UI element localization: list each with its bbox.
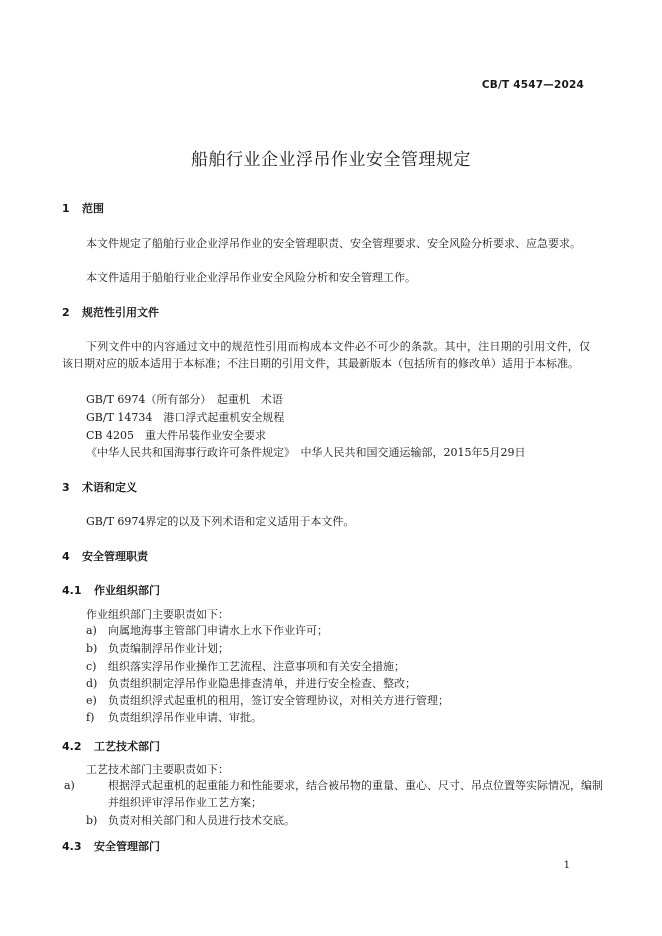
document-title: 船舶行业企业浮吊作业安全管理规定 bbox=[191, 150, 471, 170]
subsection-intro: 工艺技术部门主要职责如下： bbox=[86, 763, 229, 776]
subsection-number: 4.2 bbox=[62, 740, 82, 753]
list-item bbox=[86, 709, 586, 726]
list-item bbox=[86, 658, 586, 675]
reference-item: GB/T 6974（所有部分） 起重机 术语 bbox=[86, 393, 283, 406]
section-title: 术语和定义 bbox=[82, 481, 137, 494]
list-item bbox=[86, 812, 586, 829]
subsection-title: 作业组织部门 bbox=[94, 584, 160, 597]
list-item bbox=[86, 675, 586, 692]
list-text: 向属地海事主管部门申请水上水下作业许可； bbox=[108, 624, 328, 637]
list-marker: a) bbox=[86, 624, 97, 637]
reference-item: CB 4205 重大件吊装作业安全要求 bbox=[86, 429, 266, 442]
page-number: 1 bbox=[563, 860, 570, 871]
section-4-heading bbox=[62, 548, 148, 564]
section-2-heading bbox=[62, 304, 159, 320]
list-item bbox=[86, 640, 586, 657]
section-4-1-heading bbox=[62, 582, 160, 598]
subsection-title: 工艺技术部门 bbox=[94, 740, 160, 753]
reference-item: GB/T 14734 港口浮式起重机安全规程 bbox=[86, 411, 285, 424]
subsection-title: 安全管理部门 bbox=[94, 840, 160, 853]
section-4-2-heading bbox=[62, 738, 160, 754]
section-1-paragraph-1: 本文件规定了船舶行业企业浮吊作业的安全管理职责、安全管理要求、安全风险分析要求、应急要求。 bbox=[86, 237, 581, 250]
section-4-3-heading bbox=[62, 838, 160, 854]
subsection-intro: 作业组织部门主要职责如下： bbox=[86, 608, 229, 621]
section-3-paragraph-1: GB/T 6974界定的以及下列术语和定义适用于本文件。 bbox=[86, 515, 355, 528]
list-marker: e) bbox=[86, 694, 97, 707]
list-text: 负责组织浮吊作业申请、审批。 bbox=[108, 711, 262, 724]
list-marker: f) bbox=[86, 711, 95, 724]
list-text: 负责组织浮式起重机的租用，签订安全管理协议，对相关方进行管理； bbox=[108, 694, 449, 707]
standard-code: CB/T 4547—2024 bbox=[481, 79, 584, 91]
section-1-paragraph-2: 本文件适用于船舶行业企业浮吊作业安全风险分析和安全管理工作。 bbox=[86, 271, 416, 284]
list-item bbox=[86, 622, 586, 639]
section-title: 规范性引用文件 bbox=[82, 306, 159, 319]
list-marker: b) bbox=[86, 814, 98, 827]
list-text: 根据浮式起重机的起重能力和性能要求，结合被吊物的重量、重心、尺寸、吊点位置等实际情况，编制并组织评审浮吊作业工艺方案； bbox=[108, 779, 603, 809]
list-marker: d) bbox=[86, 677, 98, 690]
list-marker: c) bbox=[86, 660, 97, 673]
list-text: 负责编制浮吊作业计划； bbox=[108, 642, 229, 655]
list-text: 负责对相关部门和人员进行技术交底。 bbox=[108, 814, 295, 827]
list-marker: b) bbox=[86, 642, 98, 655]
section-number: 2 bbox=[62, 306, 70, 319]
subsection-number: 4.1 bbox=[62, 584, 82, 597]
subsection-number: 4.3 bbox=[62, 840, 82, 853]
list-text: 负责组织制定浮吊作业隐患排查清单，并进行安全检查、整改； bbox=[108, 677, 416, 690]
list-item bbox=[86, 692, 586, 709]
list-text: 组织落实浮吊作业操作工艺流程、注意事项和有关安全措施； bbox=[108, 660, 405, 673]
section-2-paragraph-1: 下列文件中的内容通过文中的规范性引用而构成本文件必不可少的条款。其中，注日期的引用文件，仅该日期对应的版本适用于本标准；不注日期的引用文件，其最新版本（包括所有的修改单）适用于本标准。 bbox=[62, 340, 590, 370]
section-1-heading bbox=[62, 200, 104, 216]
list-item bbox=[64, 777, 608, 811]
section-3-heading bbox=[62, 479, 137, 495]
section-title: 安全管理职责 bbox=[82, 550, 148, 563]
section-number: 4 bbox=[62, 550, 70, 563]
reference-item: 《中华人民共和国海事行政许可条件规定》 中华人民共和国交通运输部，2015年5月29日 bbox=[86, 446, 526, 459]
list-marker: a) bbox=[64, 779, 75, 792]
section-title: 范围 bbox=[82, 202, 104, 215]
section-number: 3 bbox=[62, 481, 70, 494]
section-number: 1 bbox=[62, 202, 70, 215]
